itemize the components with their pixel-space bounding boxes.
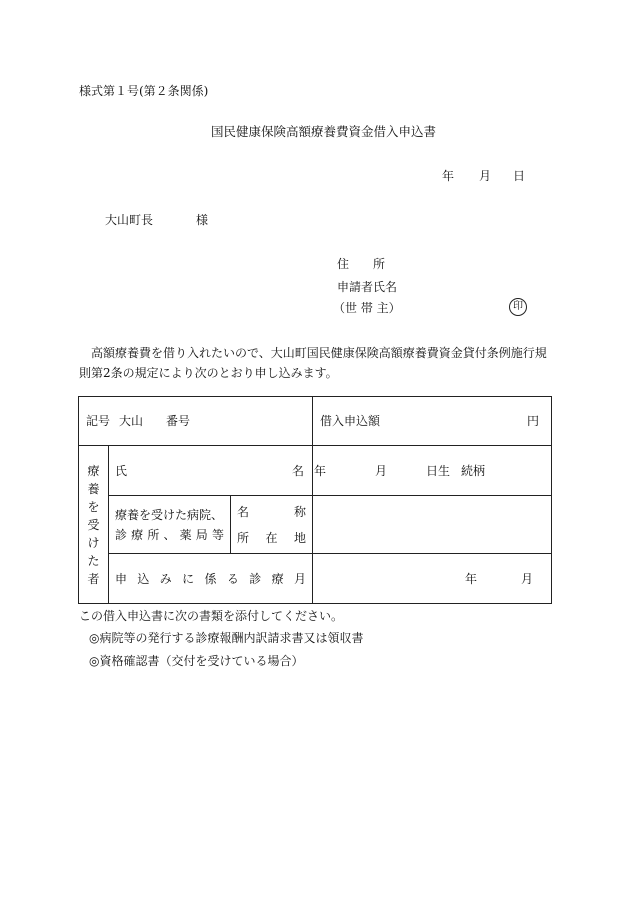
birth-year: 年 [314, 464, 327, 478]
hospital-label-cell [109, 496, 231, 554]
hospital-label-line1: 療養を受けた病院、 [115, 507, 224, 522]
treatment-month: 月 [521, 572, 534, 586]
birth-date-cell [313, 446, 552, 496]
date-day-label: 日 [513, 169, 526, 183]
attachment-item: ◎病院等の発行する診療報酬内訳請求書又は領収書 [89, 631, 364, 645]
attachment-item: ◎資格確認書（交付を受けている場合） [89, 654, 304, 668]
hospital-location-field: 所 在 地 [237, 530, 307, 545]
relationship-label: 続柄 [461, 464, 486, 478]
household-head-label: （世 帯 主） [333, 301, 401, 315]
birth-day: 日生 [426, 464, 451, 478]
hospital-name-field: 名 称 [237, 504, 307, 519]
hospital-label-line2: 診 療 所 、 薬 局 等 [115, 527, 224, 542]
treatment-year: 年 [465, 572, 478, 586]
seal-mark: 印 [509, 298, 527, 316]
loan-amount-label: 借入申込額 [320, 414, 381, 428]
form-number: 様式第１号(第２条関係) [79, 84, 209, 98]
yen-label: 円 [527, 414, 540, 428]
attachments-intro: この借入申込書に次の書類を添付してください。 [79, 609, 344, 623]
name-label-2: 名 [292, 464, 305, 478]
treatment-month-label-cell: 申 込 み に 係 る 診 療 月 [109, 554, 313, 604]
record-label: 記号 [86, 414, 111, 428]
loan-amount-cell [313, 397, 552, 446]
hospital-fields-cell [231, 496, 313, 554]
date-month-label: 月 [479, 169, 492, 183]
hospital-value-cell [313, 496, 552, 554]
patient-name-label-cell [109, 446, 313, 496]
date-year-label: 年 [442, 169, 455, 183]
patient-side-header: 療 養 を 受 け た 者 [79, 446, 109, 604]
applicant-name-label: 申請者氏名 [337, 280, 398, 294]
name-label-1: 氏 [115, 464, 128, 478]
page-title: 国民健康保険高額療養費資金借入申込書 [211, 124, 437, 139]
body-paragraph: 高額療養費を借り入れたいので、大山町国民健康保険高額療養費資金貸付条例施行規則第2条の規定により次のとおり申し込みます。 [79, 346, 547, 380]
number-label: 番号 [166, 414, 191, 428]
addressee-honorific: 様 [196, 213, 209, 227]
record-number-cell [79, 397, 313, 446]
record-town: 大山 [119, 414, 144, 428]
birth-month: 月 [375, 464, 388, 478]
address-label: 住 所 [337, 257, 386, 271]
loan-application-table [78, 396, 552, 604]
addressee-name: 大山町長 [105, 213, 154, 227]
treatment-month-value-cell [313, 554, 552, 604]
